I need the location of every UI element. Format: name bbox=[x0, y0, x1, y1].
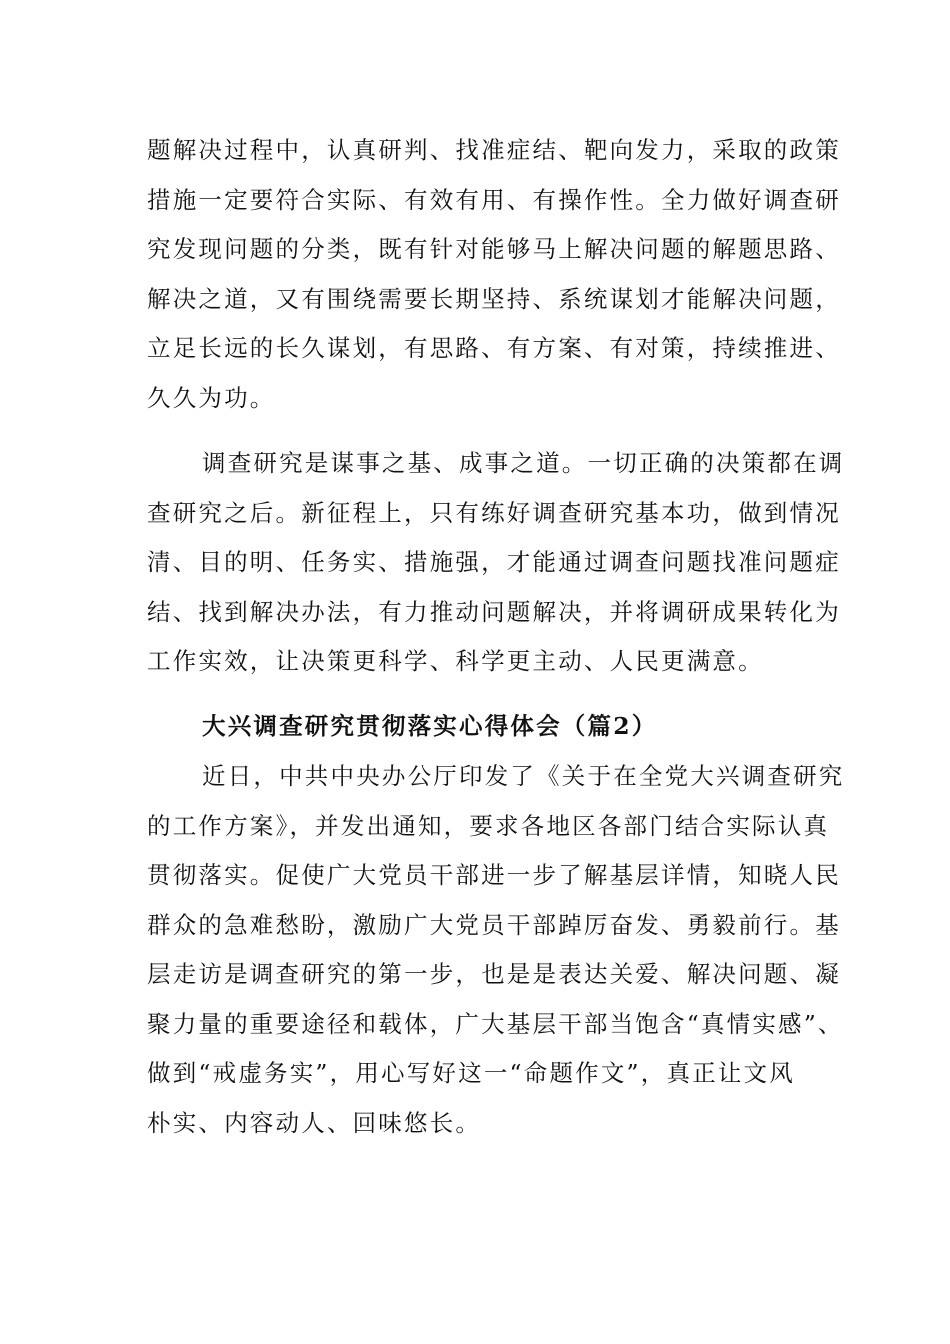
paragraph-1-line-4: 解决之道，又有围绕需要长期坚持、系统谋划才能解决问题， bbox=[147, 285, 841, 313]
paragraph-1-line-1: 题解决过程中，认真研判、找准症结、靶向发力，采取的政策 bbox=[147, 136, 841, 164]
paragraph-1-line-2: 措施一定要符合实际、有效有用、有操作性。全力做好调查研 bbox=[147, 186, 841, 214]
paragraph-2-line-3: 清、目的明、任务实、措施强，才能通过调查问题找准问题症 bbox=[147, 548, 841, 576]
paragraph-3-line-1: 近日，中共中央办公厅印发了《关于在全党大兴调查研究 bbox=[202, 762, 845, 790]
section-heading: 大兴调查研究贯彻落实心得体会（篇2） bbox=[202, 712, 658, 740]
paragraph-2-line-4: 结、找到解决办法，有力推动问题解决，并将调研成果转化为 bbox=[147, 598, 841, 626]
paragraph-1-line-5: 立足长远的长久谋划，有思路、有方案、有对策，持续推进、 bbox=[147, 334, 841, 362]
paragraph-1-line-6: 久久为功。 bbox=[147, 384, 276, 412]
paragraph-3-line-8: 朴实、内容动人、回味悠长。 bbox=[147, 1109, 482, 1137]
paragraph-3-line-7: 做到“戒虚务实”，用心写好这一“命题作文”，真正让文风 bbox=[147, 1059, 795, 1087]
paragraph-1-line-3: 究发现问题的分类，既有针对能够马上解决问题的解题思路、 bbox=[147, 235, 841, 263]
paragraph-3-line-5: 层走访是调查研究的第一步，也是是表达关爱、解决问题、凝 bbox=[147, 960, 841, 988]
paragraph-3-line-3: 贯彻落实。促使广大党员干部进一步了解基层详情，知晓人民 bbox=[147, 861, 841, 889]
paragraph-2-line-1: 调查研究是谋事之基、成事之道。一切正确的决策都在调 bbox=[202, 449, 845, 477]
paragraph-3-line-6: 聚力量的重要途径和载体，广大基层干部当饱含“真情实感”、 bbox=[147, 1010, 844, 1038]
paragraph-3-line-4: 群众的急难愁盼，激励广大党员干部踔厉奋发、勇毅前行。基 bbox=[147, 911, 841, 939]
paragraph-2-line-5: 工作实效，让决策更科学、科学更主动、人民更满意。 bbox=[147, 647, 764, 675]
paragraph-2-line-2: 查研究之后。新征程上，只有练好调查研究基本功，做到情况 bbox=[147, 499, 841, 527]
paragraph-3-line-2: 的工作方案》，并发出通知，要求各地区各部门结合实际认真 bbox=[147, 812, 830, 840]
